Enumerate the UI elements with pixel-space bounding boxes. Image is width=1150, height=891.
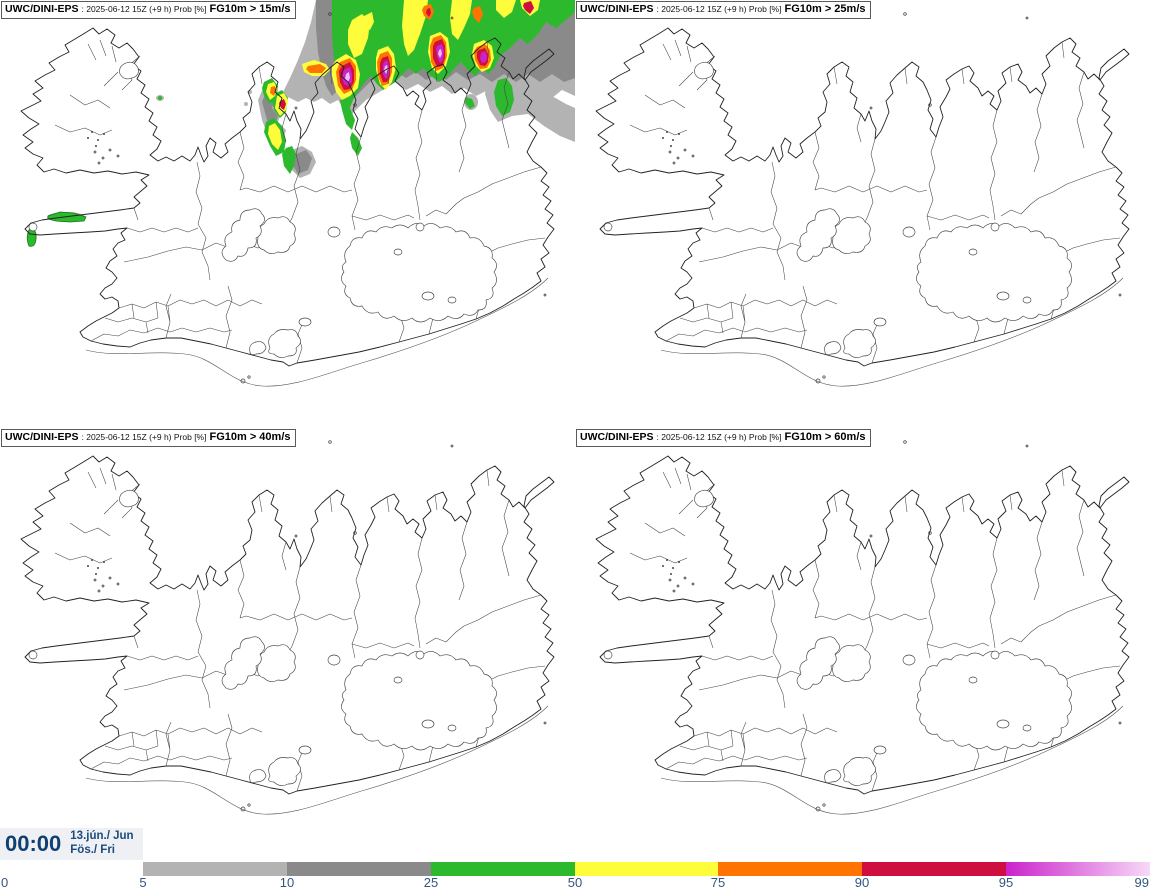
model-name: UWC/DINI-EPS bbox=[5, 431, 79, 443]
map-fg25 bbox=[575, 0, 1150, 428]
parameter-label: FG10m > 15m/s bbox=[209, 3, 291, 15]
colorbar-segment bbox=[862, 862, 1006, 876]
run-info: : 2025-06-12 15Z (+9 h) Prob [%] bbox=[656, 4, 782, 14]
valid-date-line2: Fös./ Fri bbox=[70, 844, 116, 856]
probability-colorbar bbox=[143, 862, 1150, 876]
map-fg40 bbox=[0, 428, 575, 856]
model-name: UWC/DINI-EPS bbox=[580, 431, 654, 443]
map-panel-fg15 bbox=[0, 0, 575, 428]
map-panel-fg40 bbox=[0, 428, 575, 856]
panel-title-fg60 bbox=[576, 429, 871, 447]
parameter-label: FG10m > 60m/s bbox=[784, 431, 866, 443]
colorbar-tick-label: 25 bbox=[423, 875, 439, 890]
colorbar-segment bbox=[143, 862, 287, 876]
run-info: : 2025-06-12 15Z (+9 h) Prob [%] bbox=[656, 432, 782, 442]
colorbar-tick-label: 95 bbox=[998, 875, 1014, 890]
model-name: UWC/DINI-EPS bbox=[5, 3, 79, 15]
valid-time: 00:00 bbox=[5, 831, 62, 856]
colorbar-segment bbox=[718, 862, 862, 876]
map-fg60 bbox=[575, 428, 1150, 856]
colorbar-segment bbox=[575, 862, 719, 876]
map-fg15 bbox=[0, 0, 575, 428]
panel-title-fg40 bbox=[1, 429, 296, 447]
panel-title-fg15 bbox=[1, 1, 296, 19]
valid-time-box bbox=[0, 828, 143, 860]
valid-date-line1: 13.jún./ Jun bbox=[70, 830, 134, 843]
colorbar-tick-label: 99 bbox=[1134, 875, 1149, 890]
colorbar-tick-label: 0 bbox=[1, 875, 9, 890]
map-panel-fg60 bbox=[575, 428, 1150, 856]
colorbar-segment bbox=[431, 862, 575, 876]
colorbar-segment bbox=[1006, 862, 1150, 876]
run-info: : 2025-06-12 15Z (+9 h) Prob [%] bbox=[81, 4, 207, 14]
valid-date bbox=[70, 830, 133, 858]
colorbar-tick-label: 75 bbox=[710, 875, 726, 890]
colorbar-tick-label: 5 bbox=[139, 875, 147, 890]
colorbar-tick-label: 50 bbox=[567, 875, 583, 890]
panel-title-fg25 bbox=[576, 1, 871, 19]
colorbar-tick-label: 90 bbox=[854, 875, 870, 890]
parameter-label: FG10m > 40m/s bbox=[209, 431, 291, 443]
parameter-label: FG10m > 25m/s bbox=[784, 3, 866, 15]
colorbar-tick-label: 10 bbox=[279, 875, 295, 890]
map-panel-fg25 bbox=[575, 0, 1150, 428]
model-name: UWC/DINI-EPS bbox=[580, 3, 654, 15]
colorbar-segment bbox=[287, 862, 431, 876]
run-info: : 2025-06-12 15Z (+9 h) Prob [%] bbox=[81, 432, 207, 442]
